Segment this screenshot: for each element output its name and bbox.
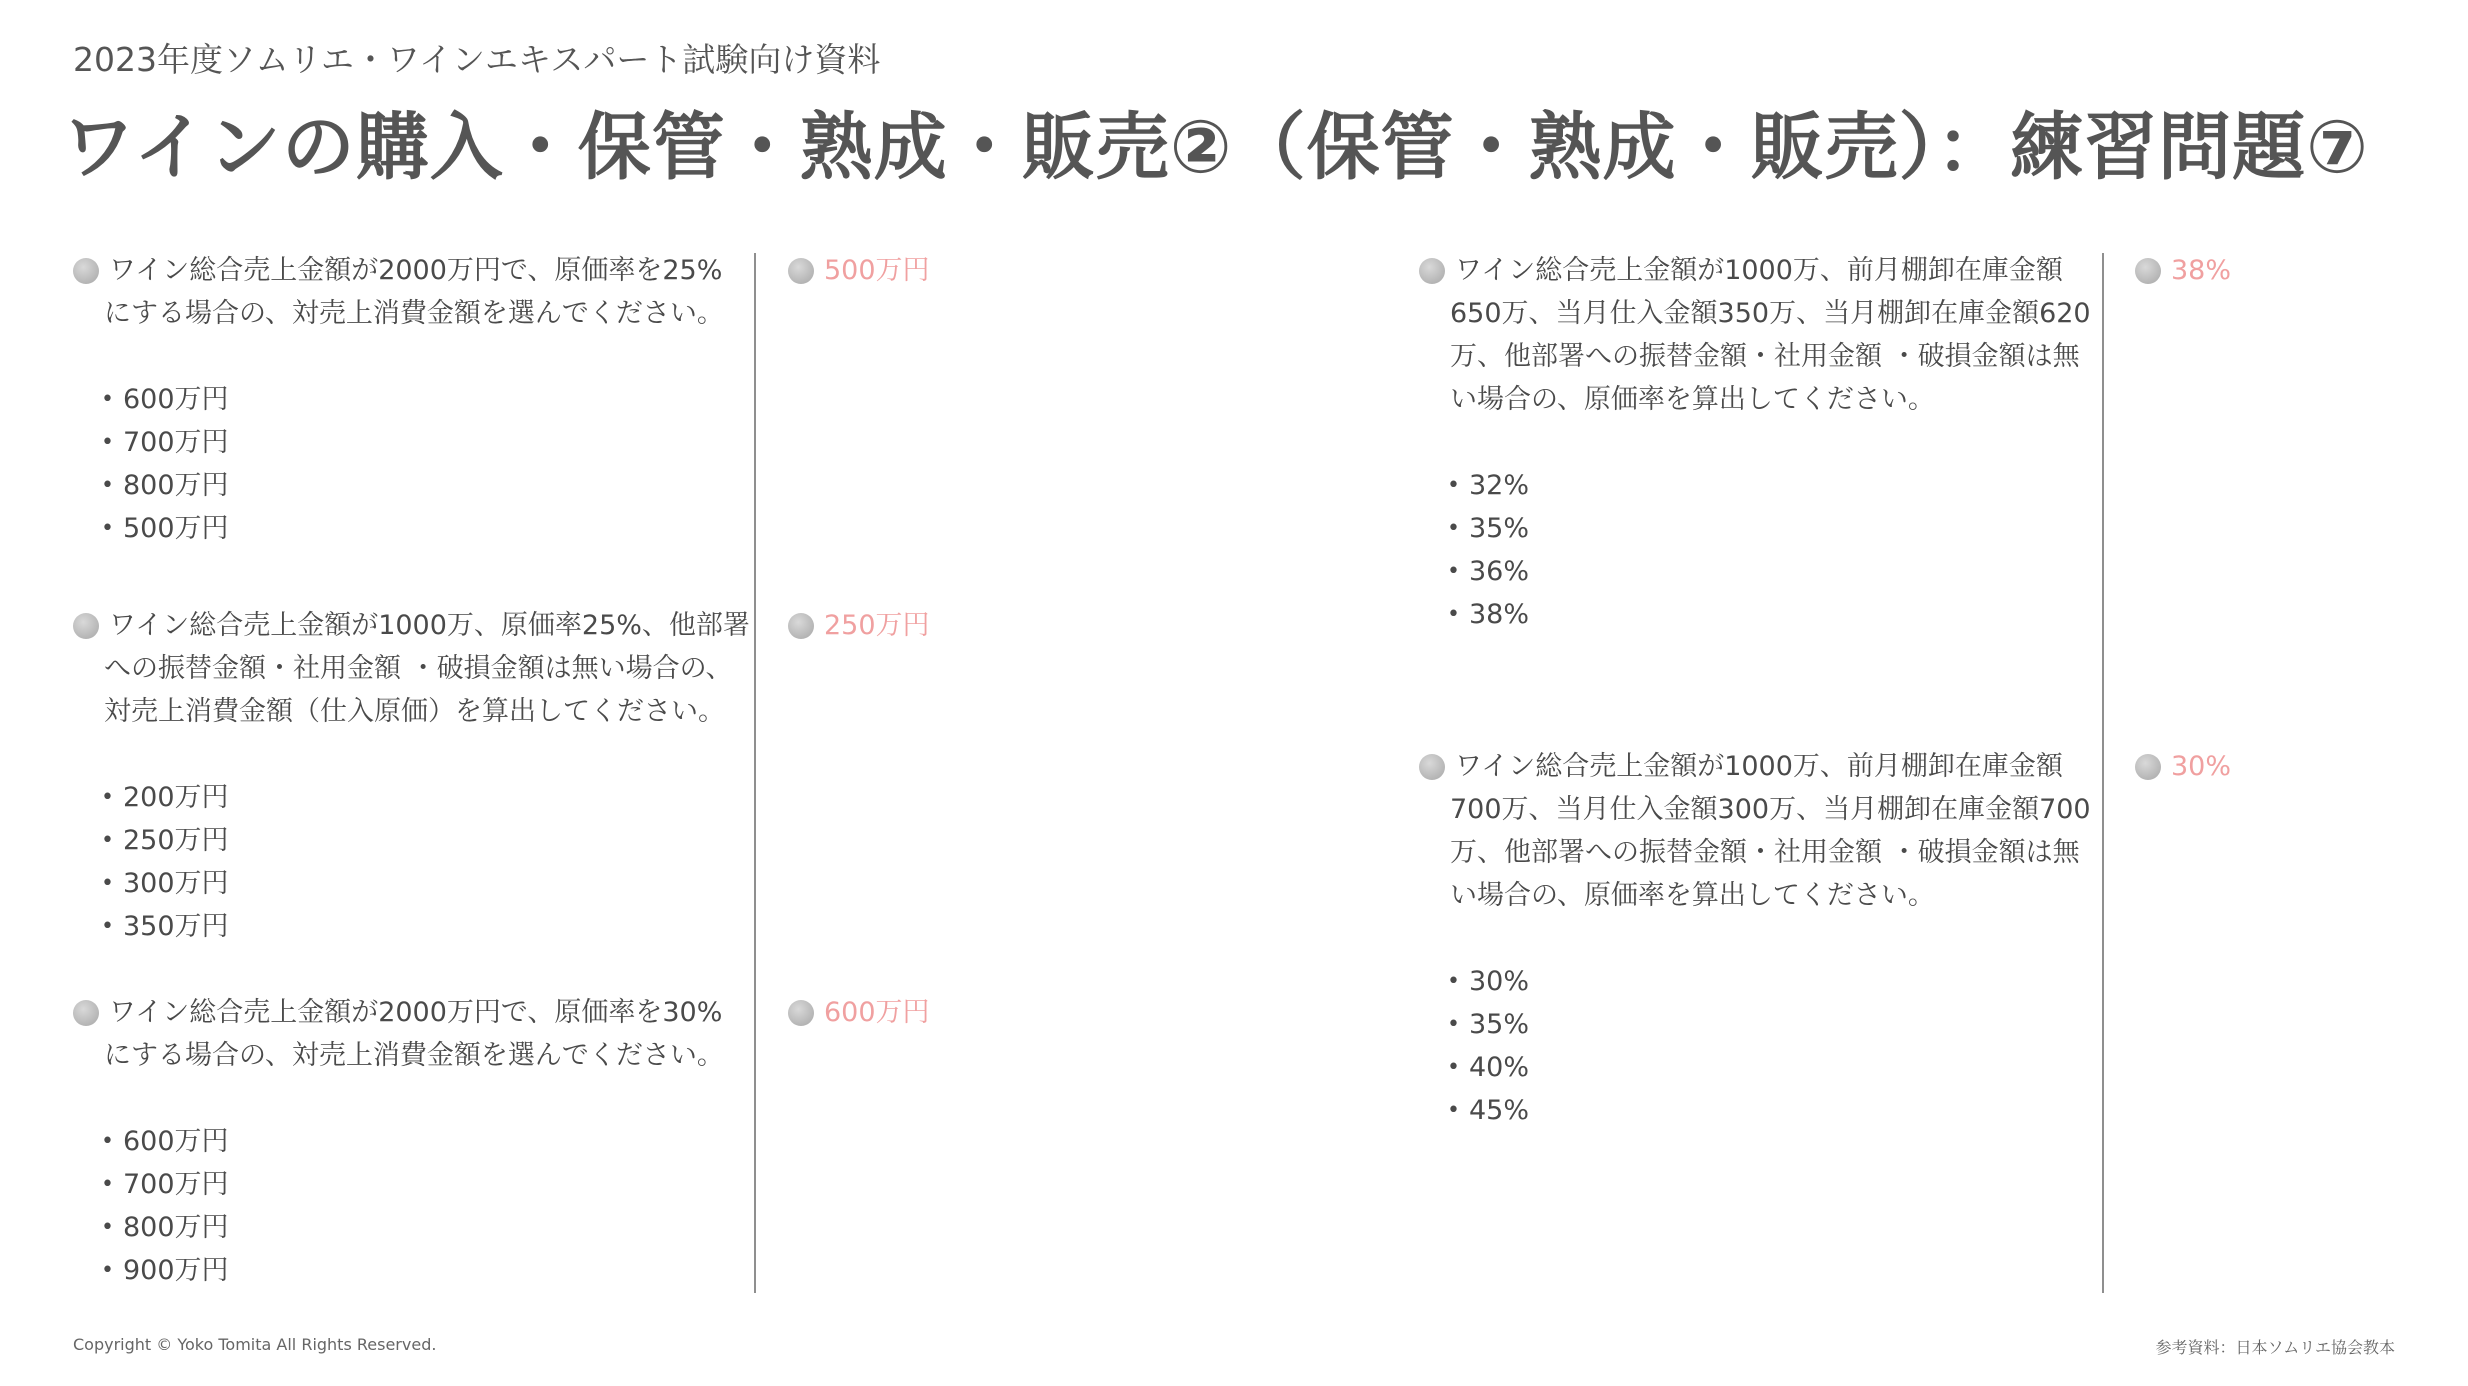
option-item: • 900万円: [101, 1249, 743, 1292]
question-bullet-icon: [1419, 754, 1445, 780]
left-column-divider: [754, 253, 756, 1293]
option-item: • 500万円: [101, 507, 743, 550]
option-item: • 32%: [1447, 464, 2091, 507]
option-item: • 700万円: [101, 421, 743, 464]
answer-text: 30%: [2171, 751, 2232, 782]
question-text: ワイン総合売上金額が1000万、原価率25%、他部署への振替金額・社用金額 ・破損金額は無い場合の、対売上消費金額（仕入原価）を算出してください。: [104, 610, 750, 727]
answer-3: [788, 991, 930, 1034]
answer-4: [2135, 249, 2231, 292]
option-item: • 38%: [1447, 593, 2091, 636]
answer-1: [788, 249, 930, 292]
right-column-divider: [2102, 253, 2104, 1293]
question-4: [1419, 249, 2091, 636]
option-item: • 45%: [1447, 1089, 2091, 1132]
copyright-notice: Copyright © Yoko Tomita All Rights Reserved.: [73, 1335, 437, 1354]
page-title: ワインの購入・保管・熟成・販売②（保管・熟成・販売）：練習問題⑦: [62, 105, 2369, 190]
question-text: ワイン総合売上金額が1000万、前月棚卸在庫金額650万、当月仕入金額350万、当月棚卸在庫金額620万、他部署への振替金額・社用金額 ・破損金額は無い場合の、原価率を算出してください。: [1450, 255, 2091, 415]
option-item: • 35%: [1447, 1003, 2091, 1046]
question-3: [73, 991, 743, 1292]
answer-bullet-icon: [788, 1000, 814, 1026]
answer-bullet-icon: [788, 258, 814, 284]
option-item: • 600万円: [101, 378, 743, 421]
answer-text: 38%: [2171, 255, 2232, 286]
answer-text: 500万円: [824, 255, 930, 286]
option-item: • 40%: [1447, 1046, 2091, 1089]
option-list: [1419, 960, 2091, 1132]
option-item: • 700万円: [101, 1163, 743, 1206]
option-list: [73, 776, 753, 948]
answer-bullet-icon: [788, 613, 814, 639]
answer-text: 600万円: [824, 997, 930, 1028]
answer-2: [788, 604, 930, 647]
answer-bullet-icon: [2135, 754, 2161, 780]
option-list: [73, 1120, 743, 1292]
option-item: • 350万円: [101, 905, 753, 948]
option-item: • 200万円: [101, 776, 753, 819]
option-list: [1419, 464, 2091, 636]
question-bullet-icon: [73, 258, 99, 284]
option-item: • 600万円: [101, 1120, 743, 1163]
reference-note: 参考資料：日本ソムリエ協会教本: [2155, 1338, 2395, 1357]
question-1: [73, 249, 743, 550]
option-item: • 30%: [1447, 960, 2091, 1003]
question-text: ワイン総合売上金額が2000万円で、原価率を25%にする場合の、対売上消費金額を選んでください。: [104, 255, 724, 329]
option-item: • 800万円: [101, 464, 743, 507]
option-item: • 300万円: [101, 862, 753, 905]
answer-5: [2135, 745, 2231, 788]
question-bullet-icon: [1419, 258, 1445, 284]
question-bullet-icon: [73, 1000, 99, 1026]
document-subtitle: 2023年度ソムリエ・ワインエキスパート試験向け資料: [73, 40, 881, 79]
option-item: • 250万円: [101, 819, 753, 862]
answer-bullet-icon: [2135, 258, 2161, 284]
option-item: • 35%: [1447, 507, 2091, 550]
question-bullet-icon: [73, 613, 99, 639]
answer-text: 250万円: [824, 610, 930, 641]
option-item: • 800万円: [101, 1206, 743, 1249]
question-text: ワイン総合売上金額が2000万円で、原価率を30%にする場合の、対売上消費金額を選んでください。: [104, 997, 724, 1071]
option-item: • 36%: [1447, 550, 2091, 593]
option-list: [73, 378, 743, 550]
question-5: [1419, 745, 2091, 1132]
question-2: [73, 604, 753, 948]
question-text: ワイン総合売上金額が1000万、前月棚卸在庫金額700万、当月仕入金額300万、当月棚卸在庫金額700万、他部署への振替金額・社用金額 ・破損金額は無い場合の、原価率を算出してください。: [1450, 751, 2091, 911]
